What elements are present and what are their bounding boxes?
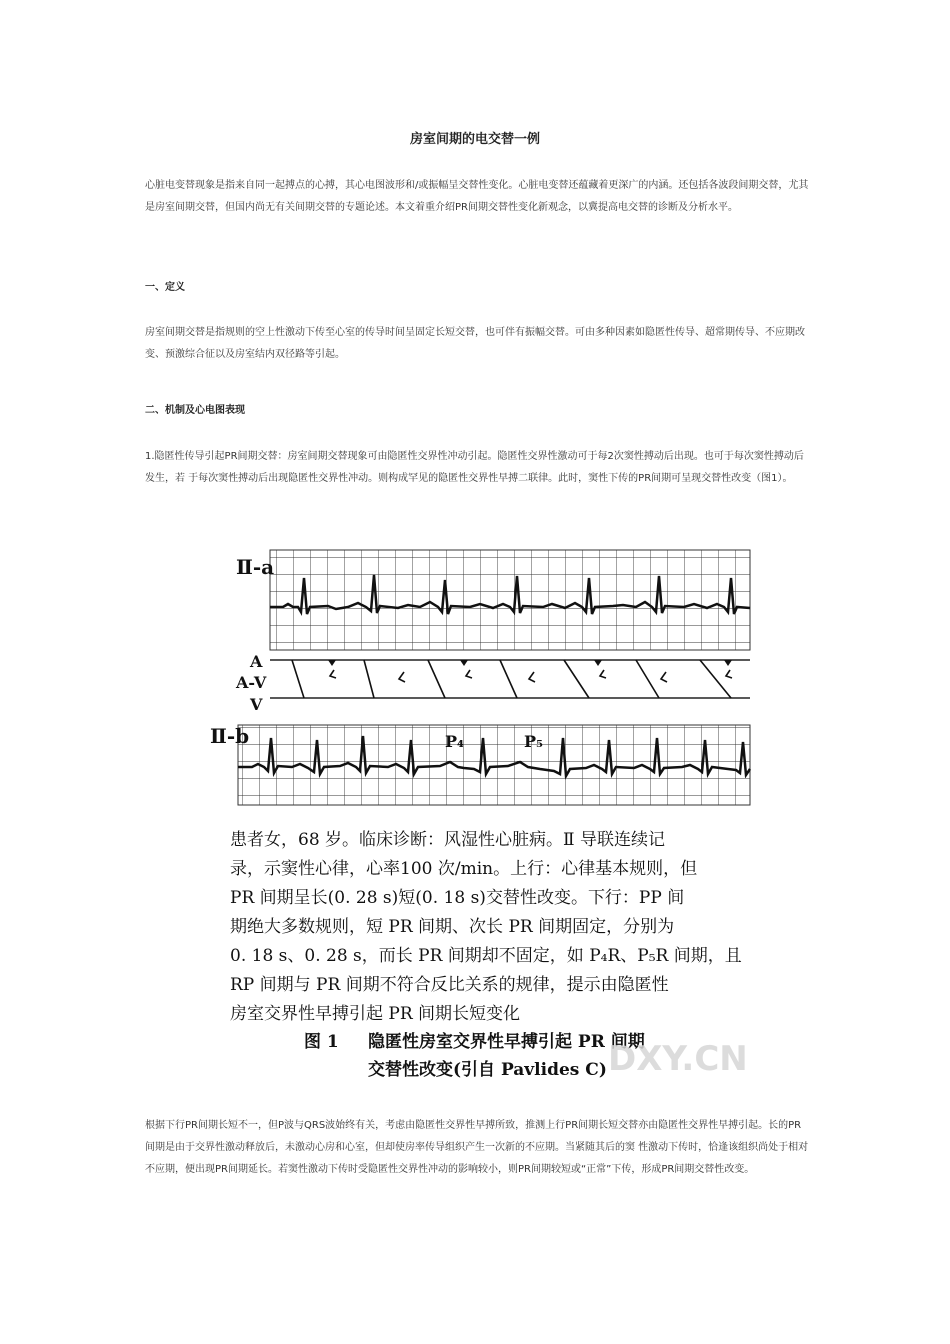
section-heading-mechanism: 二、机制及心电图表现 [145,405,245,416]
figure-number: 图 1 [304,1032,339,1052]
mechanism-item-1-paragraph: 1.隐匿性传导引起PR间期交替：房室间期交替现象可由隐匿性交界性冲动引起。隐匿性交界性激动可于每2次窦性搏动后出现。也可于每次窦性搏动后发生，若 于每次窦性搏动后出现隐匿性交界性冲动。则构成罕见的隐匿性交界性早搏二联律。此时，窦性下传的PR间期可呈现交替性改变（图1）。 [145,451,804,484]
caption-line-6: RP 间期与 PR 间期不符合反比关系的规律，提示由隐匿性 [230,975,669,995]
ladder-label-a: A [250,652,263,671]
section-heading-definition: 一、定义 [145,282,185,293]
figure-caption [230,830,742,1024]
intro-paragraph: 心脏电变替现象是指来自同一起搏点的心搏，其心电图波形和/或振幅呈交替性变化。心脏电变替还蕴藏着更深广的内涵。还包括各波段间期交替，尤其是房室间期交替，但国内尚无有关间期交替的专题论述。本文着重介绍PR间期交替性变化新观念，以冀提高电交替的诊断及分析水平。 [145,180,809,213]
ladder-label-av: A-V [236,673,267,692]
ecg-figure-svg [208,540,773,1085]
ladder-markers [328,660,732,666]
caption-line-4: 期绝大多数规则，短 PR 间期、次长 PR 间期固定，分别为 [230,917,675,937]
watermark-dxy: DXY.CN [608,1039,748,1079]
ecg-grid-strip-a [270,550,750,650]
figure-title-line-2: 交替性改变(引自 Pavlides C) [368,1060,607,1080]
ladder-conduction-lines [292,660,732,698]
strip-a-label: Ⅱ-a [236,555,275,579]
article-title: 房室间期的电交替一例 [409,132,540,147]
caption-line-7: 房室交界性早搏引起 PR 间期长短变化 [230,1004,521,1024]
figure-title-line-1: 隐匿性房室交界性早搏引起 PR 间期 [368,1032,645,1052]
caption-line-3: PR 间期呈长(0. 28 s)短(0. 18 s)交替性改变。下行：PP 间 [230,888,685,908]
strip-b-label: Ⅱ-b [210,724,250,748]
ecg-figure [208,540,773,1085]
caption-line-2: 录，示窦性心律，心率100 次/min。上行：心律基本规则，但 [230,859,698,879]
definition-paragraph: 房室间期交替是指规则的空上性激动下传至心室的传导时间呈固定长短交替，也可伴有振幅交替。可由多种因素如隐匿性传导、超常期传导、不应期改变、预激综合征以及房室结内双径路等引起。 [145,327,805,360]
ladder-label-v: V [250,695,263,714]
p5-label: P₅ [524,732,544,751]
p4-label: P₄ [445,732,465,751]
after-figure-paragraph: 根据下行PR间期长短不一，但P波与QRS波始终有关，考虑由隐匿性交界性早搏所致，推测上行PR间期长短交替亦由隐匿性交界性早搏引起。长的PR间期是由于交界性激动释放后，未激动心房和心室，但却使房率传导组织产生一次新的不应期。当紧随其后的窦 性激动下传时，恰逢该组织尚处于相对不应期，便出现PR间期延长。若窦性激动下传时受隐匿性交界性冲动的影响较小，则PR间期较短或“正常”下传，形成PR间期交替性改变。 [145,1120,809,1175]
caption-line-1: 患者女，68 岁。临床诊断：风湿性心脏病。Ⅱ 导联连续记 [230,830,665,850]
caption-line-5: 0. 18 s、0. 28 s，而长 PR 间期却不固定，如 P₄R、P₅R 间期，且 [230,946,742,966]
